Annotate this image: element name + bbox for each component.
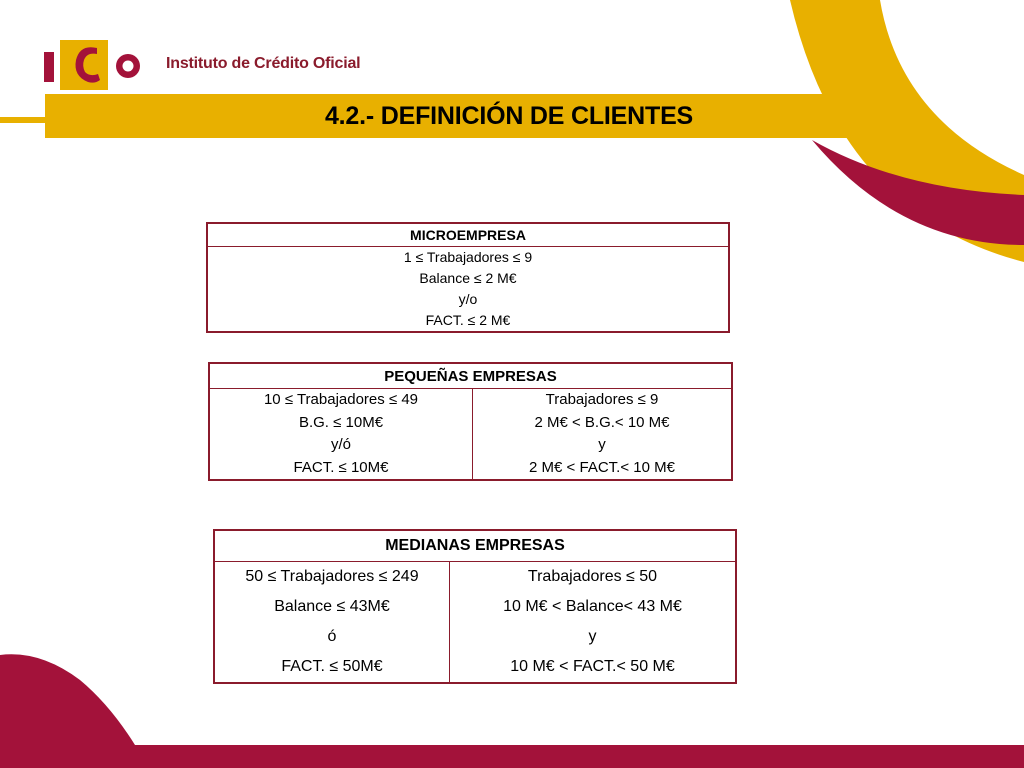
criteria-line: Balance ≤ 2 M€ <box>419 270 517 286</box>
criteria-line: 10 M€ < Balance< 43 M€ <box>503 598 682 615</box>
gold-thin-line <box>0 117 50 123</box>
criteria-line: Trabajadores ≤ 50 <box>527 568 658 585</box>
criteria-line: B.G. ≤ 10M€ <box>298 413 384 431</box>
microempresa-table <box>206 222 730 333</box>
pequenas-empresas-table <box>208 362 733 481</box>
microempresa-header: MICROEMPRESA <box>207 223 729 247</box>
criteria-line: y/o <box>458 291 478 307</box>
criteria-line: y <box>598 436 606 453</box>
pequenas-criteria-right <box>473 389 733 481</box>
medianas-empresas-table <box>213 529 737 684</box>
pequenas-header: PEQUEÑAS EMPRESAS <box>209 363 732 389</box>
title-band <box>45 94 883 138</box>
criteria-line: 10 M€ < FACT.< 50 M€ <box>510 658 675 675</box>
criteria-line: 50 ≤ Trabajadores ≤ 249 <box>245 568 419 585</box>
criteria-line: 2 M€ < FACT.< 10 M€ <box>529 458 675 476</box>
medianas-criteria-left <box>214 562 450 684</box>
criteria-line: 10 ≤ Trabajadores ≤ 49 <box>263 391 419 408</box>
criteria-line: 2 M€ < B.G.< 10 M€ <box>534 413 670 431</box>
brand-name: Instituto de Crédito Oficial <box>166 55 361 72</box>
criteria-line: Trabajadores ≤ 9 <box>545 391 659 408</box>
page-title: 4.2.- DEFINICIÓN DE CLIENTES <box>324 101 694 130</box>
criteria-line: Balance ≤ 43M€ <box>274 598 390 615</box>
criteria-line: 1 ≤ Trabajadores ≤ 9 <box>403 249 533 265</box>
criteria-line: FACT. ≤ 2 M€ <box>425 312 511 328</box>
burgundy-arc-left <box>0 654 135 745</box>
criteria-line: ó <box>327 628 337 645</box>
criteria-line: y <box>588 628 597 645</box>
medianas-criteria-right <box>450 562 737 684</box>
bottom-band <box>0 745 1024 768</box>
pequenas-criteria-left <box>209 389 473 481</box>
ico-logo <box>40 30 150 94</box>
criteria-line: y/ó <box>330 436 351 453</box>
medianas-header: MEDIANAS EMPRESAS <box>214 530 736 562</box>
criteria-line: FACT. ≤ 10M€ <box>293 458 389 476</box>
criteria-line: FACT. ≤ 50M€ <box>281 658 383 675</box>
microempresa-criteria <box>207 247 729 333</box>
